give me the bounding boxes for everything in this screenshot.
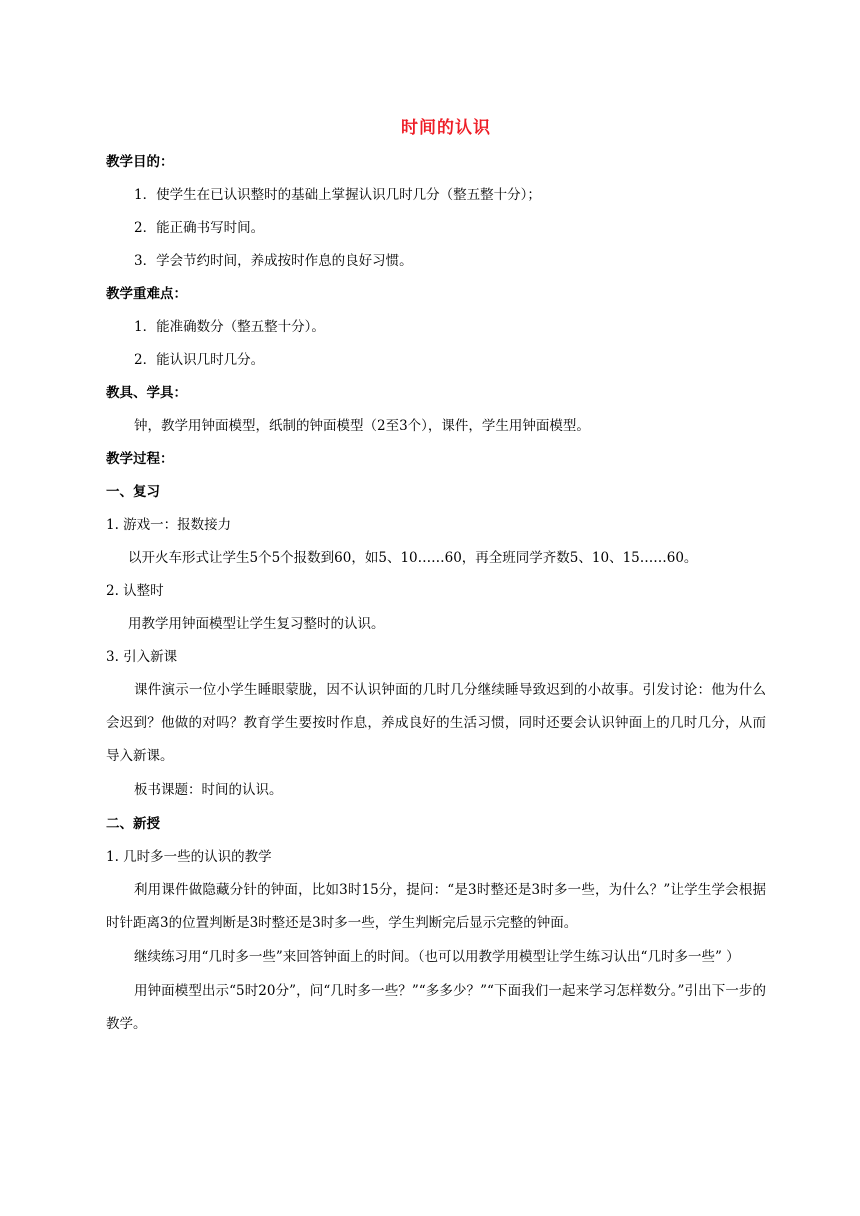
- review-item-text: 以开火车形式让学生5个5个报数到60，如5、10……60，再全班同学齐数5、10、15……60。: [128, 550, 698, 566]
- goal-item: 1．使学生在已认识整时的基础上掌握认识几时几分（整五整十分）；: [134, 187, 541, 203]
- goal-item: 2．能正确书写时间。: [134, 220, 265, 236]
- key-item: 1．能准确数分（整五整十分）。: [134, 319, 325, 335]
- document-body: [106, 113, 766, 1048]
- new-paragraph: 用钟面模型出示“5时20分”，问“几时多一些？”“多多少？”“下面我们一起来学习怎样数分。”引出下一步的教学。: [106, 983, 766, 1032]
- review-heading: 一、复习: [106, 484, 160, 500]
- board-title-text: 板书课题：时间的认识。: [134, 782, 283, 798]
- key-heading: 教学重难点：: [106, 286, 187, 302]
- review-item-text: 课件演示一位小学生睡眼蒙胧，因不认识钟面的几时几分继续睡导致迟到的小故事。引发讨论：他为什么会迟到？他做的对吗？教育学生要按时作息，养成良好的生活习惯，同时还要会认识钟面上的几时几分，从而导入新课。: [106, 682, 766, 764]
- review-item-text: 用教学用钟面模型让学生复习整时的认识。: [128, 616, 385, 632]
- key-item: 2．能认识几时几分。: [134, 352, 265, 368]
- tools-text: 钟，教学用钟面模型，纸制的钟面模型（2至3个），课件，学生用钟面模型。: [134, 418, 590, 434]
- new-item-label: 1. 几时多一些的认识的教学: [106, 849, 272, 865]
- new-paragraph: 继续练习用“几时多一些”来回答钟面上的时间。（也可以用教学用模型让学生练习认出“几时多一些” ）: [134, 949, 740, 965]
- review-item-label: 2. 认整时: [106, 583, 164, 599]
- process-heading: 教学过程：: [106, 451, 174, 467]
- new-heading: 二、新授: [106, 816, 160, 832]
- page-title: 时间的认识: [401, 118, 491, 138]
- new-paragraph: 利用课件做隐藏分针的钟面，比如3时15分，提问：“是3时整还是3时多一些，为什么？”让学生学会根据时针距离3的位置判断是3时整还是3时多一些，学生判断完后显示完整的钟面。: [106, 882, 766, 931]
- review-item-label: 3. 引入新课: [106, 649, 178, 665]
- goals-heading: 教学目的：: [106, 154, 174, 170]
- review-item-label: 1. 游戏一：报数接力: [106, 517, 232, 533]
- tools-heading: 教具、学具：: [106, 385, 187, 401]
- goal-item: 3．学会节约时间，养成按时作息的良好习惯。: [134, 253, 413, 269]
